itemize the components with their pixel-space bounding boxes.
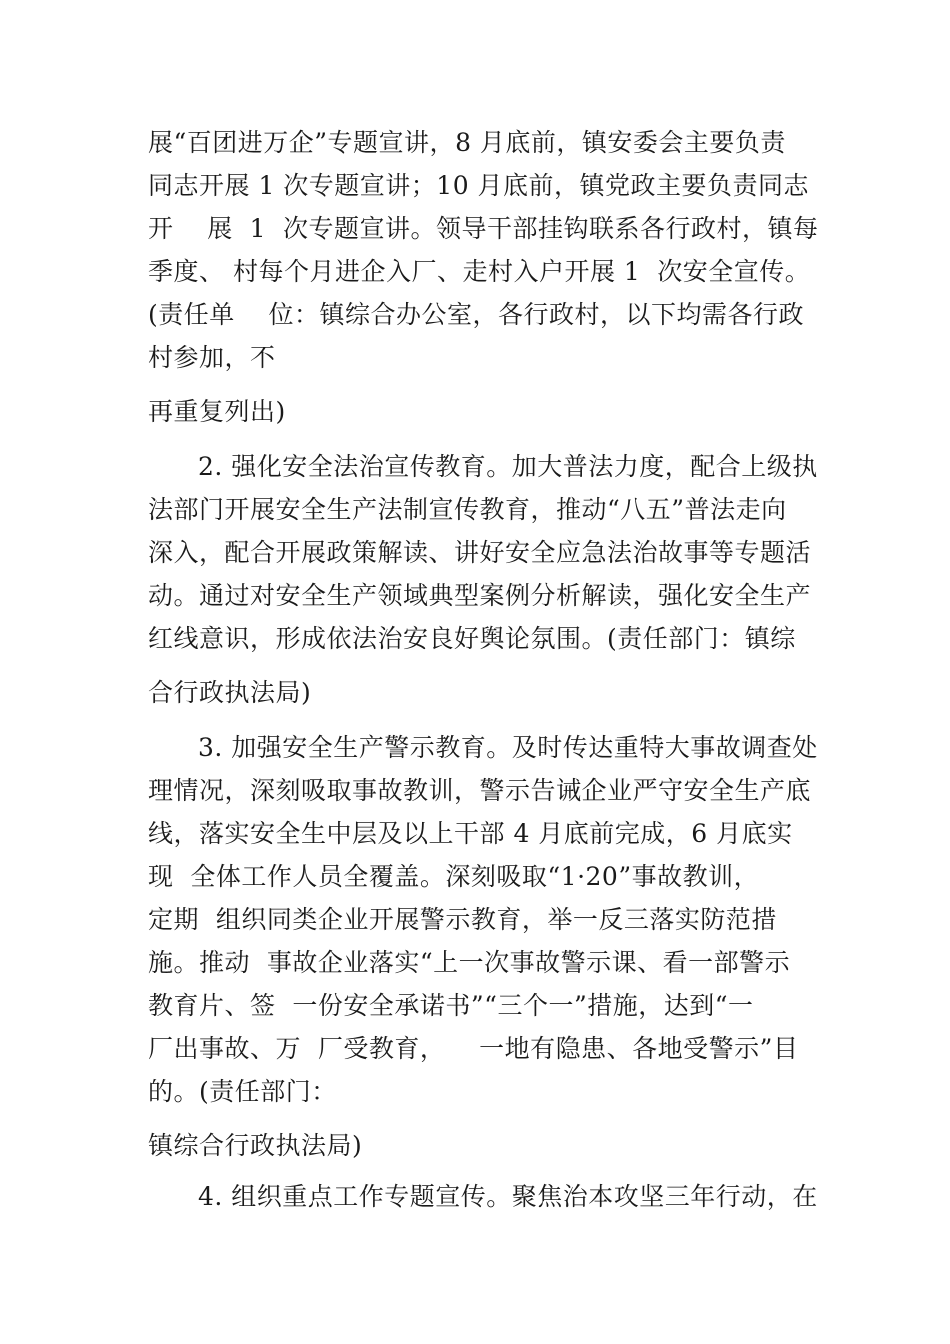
- text-line: 镇综合行政执法局): [148, 1131, 363, 1160]
- text-line: 深入，配合开展政策解读、讲好安全应急法治故事等专题活: [148, 538, 812, 567]
- text-line: 季度、 村每个月进企入厂、走村入户开展 1 次安全宣传。: [148, 257, 811, 286]
- text-line: 厂出事故、万 厂受教育， 一地有隐患、各地受警示”目: [148, 1034, 799, 1063]
- text-line: 现 全体工作人员全覆盖。深刻吸取“1·20”事故教训，: [148, 862, 760, 891]
- paragraph-3-heading: 3. 加强安全生产警示教育。及时传达重特大事故调查处: [198, 733, 818, 762]
- text-line: 同志开展 1 次专题宣讲；10 月底前，镇党政主要负责同志: [148, 171, 810, 200]
- text-line: 的。(责任部门：: [148, 1077, 337, 1106]
- text-line: 合行政执法局): [148, 678, 312, 707]
- text-line: 施。推动 事故企业落实“上一次事故警示课、看一部警示: [148, 948, 791, 977]
- text-line: 教育片、签 一份安全承诺书”“三个一”措施，达到“一: [148, 991, 754, 1020]
- text-line: 再重复列出): [148, 397, 286, 426]
- paragraph-2-heading: 2. 强化安全法治宣传教育。加大普法力度，配合上级执: [198, 452, 818, 481]
- text-line: 开 展 1 次专题宣讲。领导干部挂钩联系各行政村，镇每: [148, 214, 819, 243]
- paragraph-4-heading: 4. 组织重点工作专题宣传。聚焦治本攻坚三年行动，在: [198, 1182, 818, 1211]
- text-line: 展“百团进万企”专题宣讲，8 月底前，镇安委会主要负责: [148, 128, 786, 157]
- text-line: 红线意识，形成依法治安良好舆论氛围。(责任部门：镇综: [148, 624, 796, 653]
- text-line: 法部门开展安全生产法制宣传教育，推动“八五”普法走向: [148, 495, 787, 524]
- text-line: 理情况，深刻吸取事故教训，警示告诫企业严守安全生产底: [148, 776, 812, 805]
- text-line: 线，落实安全生中层及以上干部 4 月底前完成，6 月底实: [148, 819, 793, 848]
- text-line: 村参加，不: [148, 343, 276, 372]
- text-line: 定期 组织同类企业开展警示教育，举一反三落实防范措: [148, 905, 777, 934]
- text-line: (责任单 位：镇综合办公室，各行政村，以下均需各行政: [148, 300, 805, 329]
- text-line: 动。通过对安全生产领域典型案例分析解读，强化安全生产: [148, 581, 812, 610]
